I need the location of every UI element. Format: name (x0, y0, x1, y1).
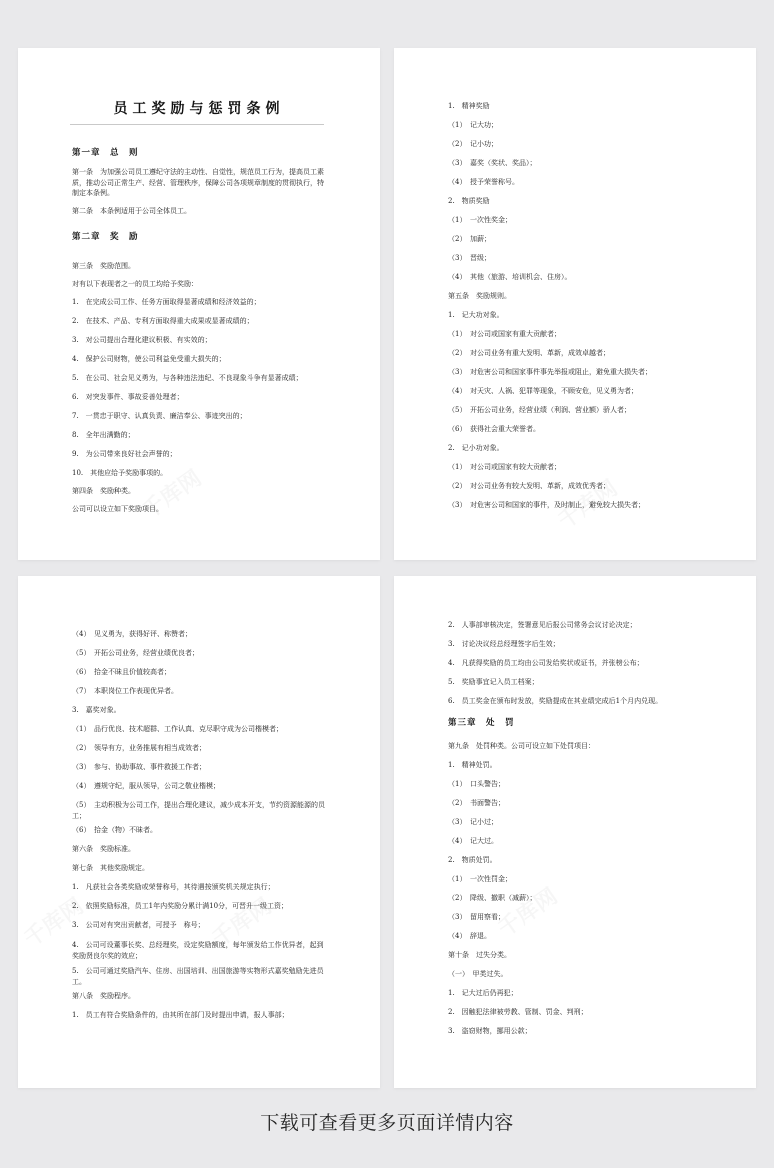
document-line: （2） 对公司业务有重大发明、革新，成效卓越者； (448, 349, 610, 357)
document-line: 3. 嘉奖对象。 (72, 706, 121, 714)
chapter-heading: 第三章 处 罚 (448, 718, 515, 728)
document-line: （2） 降级、撤职（减薪）； (448, 894, 537, 902)
document-line: 5. 奖励事宜记入员工档案； (448, 678, 539, 686)
document-line: 7. 一贯忠于职守、认真负责、廉洁奉公、事迹突出的； (72, 412, 247, 420)
document-line: 1. 员工有符合奖励条件的，由其所在部门及时提出申请，报人事部； (72, 1011, 289, 1019)
document-line: （3） 对危害公司和国家的事件，及时制止，避免较大损失者； (448, 501, 645, 509)
document-line: 2. 因触犯法律被劳教、管制、罚金、判刑； (448, 1008, 588, 1016)
document-line: （2） 领导有方，业务推展有相当成效者； (72, 744, 206, 752)
document-line: （1） 一次性奖金； (448, 216, 512, 224)
chapter-heading: 第一章 总 则 (72, 148, 139, 158)
document-line: （5） 主动积极为公司工作，提出合理化建议，减少成本开支，节约资源能源的员工； (72, 801, 325, 820)
document-line: （6） 拾金（物）不昧者。 (72, 826, 157, 834)
document-line: （4） 对天灾、人祸、犯罪等现象，不顾安危，见义勇为者； (448, 387, 638, 395)
document-line: 5. 公司可通过奖励汽车、住房、出国培训、出国旅游等实物形式嘉奖勉励先进员工。 (72, 967, 324, 986)
document-line: （3） 嘉奖（奖状、奖品）； (448, 159, 537, 167)
document-line: （3） 晋级； (448, 254, 491, 262)
document-line: 3. 对公司提出合理化建议积极、有实效的； (72, 336, 212, 344)
document-line: 6. 对突发事件、事故妥善处理者； (72, 393, 184, 401)
document-line: 第九条 处罚种类。公司可设立如下处罚项目： (448, 742, 595, 750)
document-line: 3. 讨论决议经总经理签字后生效； (448, 640, 560, 648)
document-line: 2. 记小功对象。 (448, 444, 504, 452)
page-1-content (18, 48, 380, 560)
chapter-heading: 第二章 奖 励 (72, 232, 139, 242)
document-line: （4） 记大过。 (448, 837, 498, 845)
document-line: （4） 遵规守纪，服从领导，公司之敬业楷模； (72, 782, 220, 790)
document-line: 第五条 奖励规则。 (448, 292, 511, 300)
document-line: 2. 在技术、产品、专利方面取得重大成果或显著成绩的； (72, 317, 254, 325)
download-more-caption: 下载可查看更多页面详情内容 (260, 1112, 514, 1134)
document-line: 8. 全年出满勤的； (72, 431, 135, 439)
document-line: （2） 书面警告； (448, 799, 505, 807)
document-line: 1. 精神处罚。 (448, 761, 497, 769)
document-line: （6） 获得社会重大荣誉者。 (448, 425, 540, 433)
document-line: （4） 其他（旅游、培训机会、住房）。 (448, 273, 572, 281)
document-line: （一） 甲类过失。 (448, 970, 508, 978)
document-line: 5. 在公司、社会见义勇为，与各种违法违纪、不良现象斗争有显著成绩； (72, 374, 303, 382)
document-line: （1） 品行优良、技术超群、工作认真、克尽职守成为公司楷模者； (72, 725, 283, 733)
document-line: 2. 人事部审核决定，签署意见后报公司常务会议讨论决定； (448, 621, 637, 629)
document-line: （6） 拾金不昧且价值较高者； (72, 668, 171, 676)
document-line: 对有以下表现者之一的员工均给予奖励： (72, 280, 198, 288)
document-page-3 (18, 576, 380, 1088)
document-line: 第七条 其他奖励规定。 (72, 864, 149, 872)
document-line: （5） 开拓公司业务，经营业绩（利润、营业额）骄人者； (448, 406, 631, 414)
document-line: （1） 对公司或国家有较大贡献者； (448, 463, 561, 471)
document-line: （1） 口头警告； (448, 780, 505, 788)
document-line: 第二条 本条例适用于公司全体员工。 (72, 207, 191, 215)
document-line: （2） 对公司业务有较大发明、革新，成效优秀者； (448, 482, 610, 490)
document-line: （1） 一次性罚金； (448, 875, 512, 883)
document-line: 6. 员工奖金在颁布时发放，奖励提成在其业绩完成后1个月内兑现。 (448, 697, 663, 705)
document-line: （4） 见义勇为，获得好评、称赞者； (72, 630, 192, 638)
page-3-content (18, 576, 380, 1088)
document-line: （3） 留用察看； (448, 913, 505, 921)
document-line: 3. 盗窃财物，挪用公款； (448, 1027, 532, 1035)
document-line: （1） 记大功； (448, 121, 498, 129)
document-line: 9. 为公司带来良好社会声誉的； (72, 450, 177, 458)
document-line: 公司可以设立如下奖励项目。 (72, 505, 163, 513)
document-line: 4. 凡获得奖励的员工均由公司发给奖状或证书，并张榜公布； (448, 659, 644, 667)
document-line: 2. 物质奖励 (448, 197, 490, 205)
document-line: 4. 公司可设董事长奖、总经理奖，设定奖励额度，每年颁发给工作优异者，起到奖励贤良尔奖的效应； (72, 941, 324, 960)
document-line: （2） 加薪； (448, 235, 491, 243)
document-line: （7） 本职岗位工作表现优异者。 (72, 687, 178, 695)
document-line: 第四条 奖励种类。 (72, 487, 135, 495)
document-page-1 (18, 48, 380, 560)
document-line: 1. 凡获社会各类奖励或荣誉称号，其待遇按颁奖机关规定执行； (72, 883, 275, 891)
document-line: 第十条 过失分类。 (448, 951, 511, 959)
document-line: 第一条 为加强公司员工遵纪守法的主动性、自觉性，规范员工行为，提高员工素质，推动公司正常生产、经营、管理秩序，保障公司各项规章制度的贯彻执行，特制定本条例。 (72, 168, 324, 197)
page-2-content (394, 48, 756, 560)
document-line: 第八条 奖励程序。 (72, 992, 135, 1000)
document-line: （3） 参与、协助事故、事件救援工作者； (72, 763, 206, 771)
document-line: 2. 物质处罚。 (448, 856, 497, 864)
document-line: （2） 记小功； (448, 140, 498, 148)
document-line: 2. 依照奖励标准，员工1年内奖励分累计满10分，可晋升一级工资； (72, 902, 289, 910)
document-line: 第三条 奖励范围。 (72, 262, 135, 270)
document-line: （4） 授予荣誉称号。 (448, 178, 519, 186)
document-title: 员工奖励与惩罚条例 (113, 101, 285, 117)
document-line: 3. 公司对有突出贡献者，可授予 称号； (72, 921, 205, 929)
document-line: （4） 辞退。 (448, 932, 491, 940)
document-line: 1. 精神奖励 (448, 102, 490, 110)
document-line: （3） 对危害公司和国家事件事先举报或阻止，避免重大损失者； (448, 368, 652, 376)
document-line: （3） 记小过； (448, 818, 498, 826)
document-line: （5） 开拓公司业务，经营业绩优良者； (72, 649, 199, 657)
document-line: 第六条 奖励标准。 (72, 845, 135, 853)
page-4-content (394, 576, 756, 1088)
document-line: 4. 保护公司财物，使公司利益免受重大损失的； (72, 355, 226, 363)
document-line: 1. 记大功对象。 (448, 311, 504, 319)
document-line: 1. 记大过后仍再犯； (448, 989, 518, 997)
document-line: 1. 在完成公司工作、任务方面取得显著成绩和经济效益的； (72, 298, 261, 306)
document-page-4 (394, 576, 756, 1088)
document-page-2 (394, 48, 756, 560)
document-line: 10. 其他应给予奖励事项的。 (72, 469, 168, 477)
document-line: （1） 对公司或国家有重大贡献者； (448, 330, 561, 338)
